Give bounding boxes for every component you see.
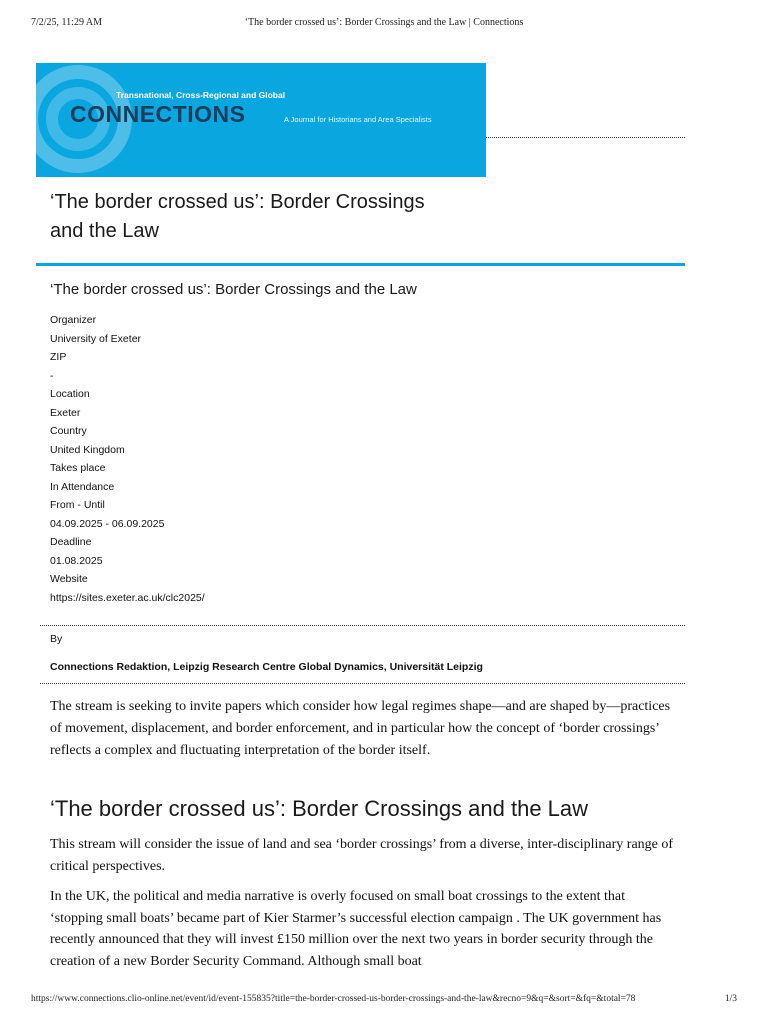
print-url: https://www.connections.clio-online.net/event/id/event-155835?title=the-border-crossed-us-border-crossings-and-the-law&recno=9&q=&sort=&fq=&total=78 bbox=[31, 994, 636, 1004]
meta-value-location: Exeter bbox=[50, 406, 81, 419]
byline-divider-bottom bbox=[40, 683, 685, 684]
body-paragraph: This stream will consider the issue of land and sea ‘border crossings’ from a diverse, inter-disciplinary range of critical perspectives. bbox=[50, 837, 674, 874]
print-footer bbox=[31, 994, 737, 1008]
banner-tagline: A Journal for Historians and Area Specialists bbox=[284, 115, 432, 124]
meta-value-deadline: 01.08.2025 bbox=[50, 554, 103, 567]
intro-paragraph: The stream is seeking to invite papers which consider how legal regimes shape—and are shaped by—practices of movement, displacement, and border enforcement, and in particular how the concept of ‘border crossings’ reflects a complex and fluctuating interpretation of the border itself. bbox=[50, 699, 671, 758]
meta-label-takes-place: Takes place bbox=[50, 462, 106, 474]
banner-subtitle: Transnational, Cross-Regional and Global bbox=[116, 90, 286, 100]
page-title: ‘The border crossed us’: Border Crossings and the Law bbox=[50, 191, 425, 242]
meta-label-from-until: From - Until bbox=[50, 499, 105, 511]
byline-divider-top bbox=[40, 625, 685, 626]
meta-label-deadline: Deadline bbox=[50, 536, 92, 548]
meta-label-website: Website bbox=[50, 573, 88, 585]
connections-logo: CONNECTIONS bbox=[70, 101, 246, 127]
body-paragraph: In the UK, the political and media narrative is overly focused on small boat crossings to the extent that ‘stopping small boats’ became part of Kier Starmer’s successful election campaign . The UK government has recently announced that they will invest £150 million over the next two years in border security through the creation of a new Border Security Command. Although small boat bbox=[50, 889, 662, 969]
meta-value-country: United Kingdom bbox=[50, 443, 125, 456]
meta-label-zip: ZIP bbox=[50, 351, 67, 363]
banner-divider bbox=[486, 137, 685, 138]
print-datetime: 7/2/25, 11:29 AM bbox=[31, 17, 103, 28]
print-page-number: 1/3 bbox=[724, 994, 737, 1004]
event-meta bbox=[50, 311, 450, 607]
print-header bbox=[31, 17, 737, 31]
meta-value-from-until: 04.09.2025 - 06.09.2025 bbox=[50, 517, 165, 530]
meta-value-takes-place: In Attendance bbox=[50, 480, 115, 493]
print-page-title: ‘The border crossed us’: Border Crossings and the Law | Connections bbox=[244, 17, 524, 28]
meta-value-website-link[interactable]: https://sites.exeter.ac.uk/clc2025/ bbox=[50, 591, 205, 604]
byline-authors: Connections Redaktion, Leipzig Research Centre Global Dynamics, Universität Leipzig bbox=[50, 661, 483, 673]
event-title: ‘The border crossed us’: Border Crossings and the Law bbox=[50, 281, 417, 298]
connections-banner[interactable] bbox=[36, 63, 486, 177]
meta-label-country: Country bbox=[50, 425, 87, 437]
byline-label: By bbox=[50, 633, 63, 645]
meta-label-organizer: Organizer bbox=[50, 314, 97, 326]
meta-label-location: Location bbox=[50, 388, 90, 400]
meta-value-zip: - bbox=[50, 369, 54, 382]
title-divider bbox=[36, 263, 685, 266]
section-heading: ‘The border crossed us’: Border Crossings and the Law bbox=[50, 796, 589, 821]
meta-value-organizer: University of Exeter bbox=[50, 332, 142, 345]
